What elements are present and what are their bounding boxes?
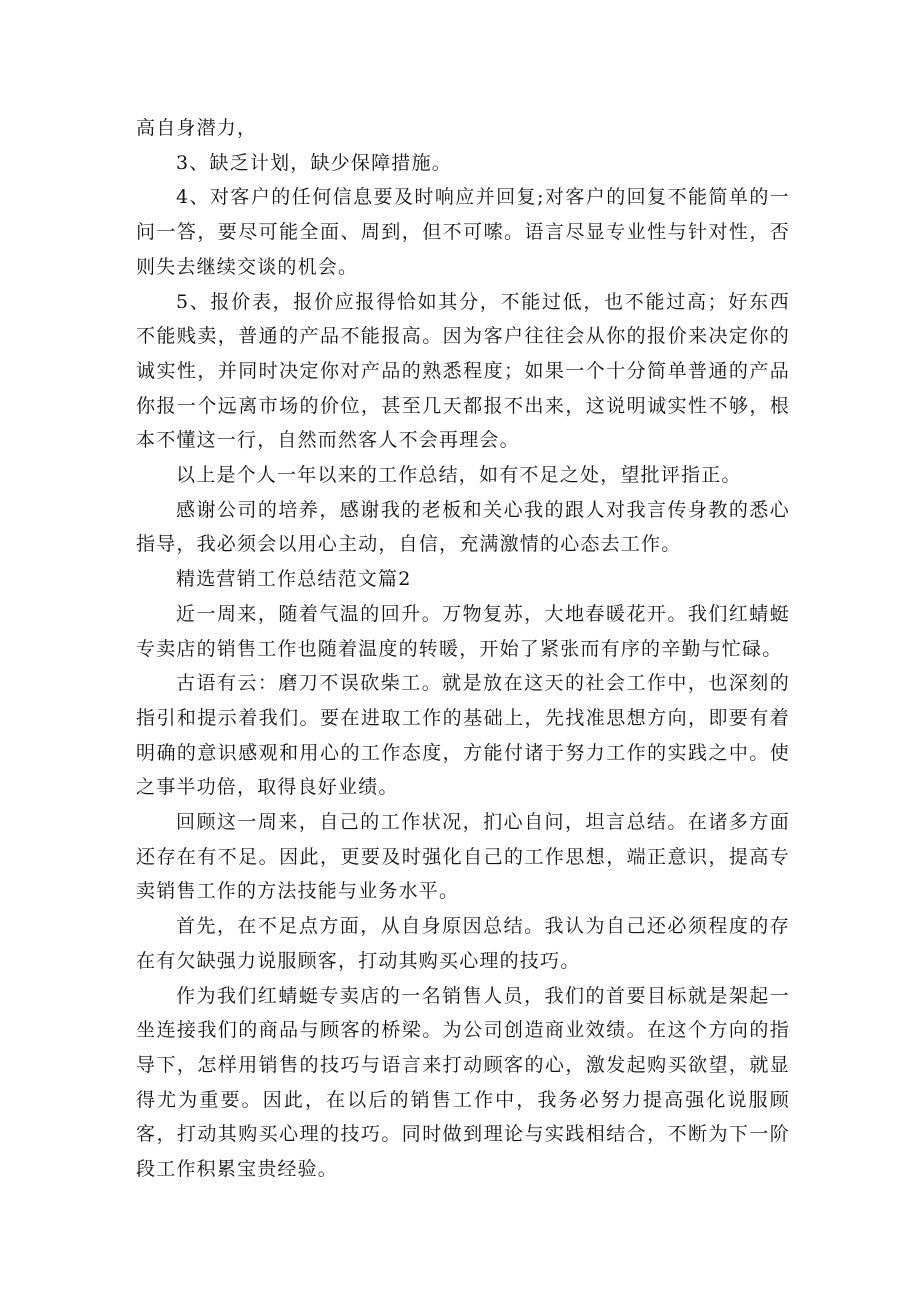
paragraph-goal: 作为我们红蜻蜓专卖店的一名销售人员，我们的首要目标就是架起一坐连接我们的商品与顾客的桥梁。为公司创造商业效绩。在这个方向的指导下，怎样用销售的技巧与语言来打动顾客的心，激发起购买欲望，就显得尤为重要。因此，在以后的销售工作中，我务必努力提高强化说服顾客，打动其购买心理的技巧。同时做到理论与实践相结合，不断为下一阶段工作积累宝贵经验。 [136,984,790,1181]
paragraph-thanks: 感谢公司的培养，感谢我的老板和关心我的跟人对我言传身教的悉心指导，我必须会以用心主动，自信，充满激情的心态去工作。 [136,498,790,556]
paragraph-item-4: 4、对客户的任何信息要及时响应并回复;对客户的回复不能简单的一问一答，要尽可能全面、周到，但不可嗦。语言尽显专业性与针对性，否则失去继续交谈的机会。 [136,186,790,278]
paragraph-review: 回顾这一周来，自己的工作状况，扪心自问，坦言总结。在诸多方面还存在有不足。因此，更要及时强化自己的工作思想，端正意识，提高专卖销售工作的方法技能与业务水平。 [136,811,790,903]
paragraph-summary: 以上是个人一年以来的工作总结，如有不足之处，望批评指正。 [176,464,742,487]
section-heading: 精选营销工作总结范文篇2 [176,568,412,591]
paragraph-intro: 近一周来，随着气温的回升。万物复苏，大地春暖花开。我们红蜻蜓专卖店的销售工作也随着温度的转暖，开始了紧张而有序的辛勤与忙碌。 [136,602,790,660]
paragraph-item-3: 3、缺乏计划，缺少保障措施。 [176,151,452,174]
paragraph-proverb: 古语有云：磨刀不误砍柴工。就是放在这天的社会工作中，也深刻的指引和提示着我们。要在进取工作的基础上，先找准思想方向，即要有着明确的意识感观和用心的工作态度，方能付诸于努力工作的实践之中。使之事半功倍，取得良好业绩。 [136,672,790,799]
paragraph-first: 首先，在不足点方面，从自身原因总结。我认为自己还必须程度的存在有欠缺强力说服顾客，打动其购买心理的技巧。 [136,915,790,972]
paragraph-continuation: 高自身潜力， [136,117,258,139]
document-body [136,111,790,1187]
paragraph-item-5: 5、报价表，报价应报得恰如其分，不能过低，也不能过高；好东西不能贱卖，普通的产品不能报高。因为客户往往会从你的报价来决定你的诚实性，并同时决定你对产品的熟悉程度；如果一个十分简单普通的产品你报一个远离市场的价位，甚至几天都报不出来，这说明诚实性不够，根本不懂这一行，自然而然客人不会再理会。 [136,290,790,452]
